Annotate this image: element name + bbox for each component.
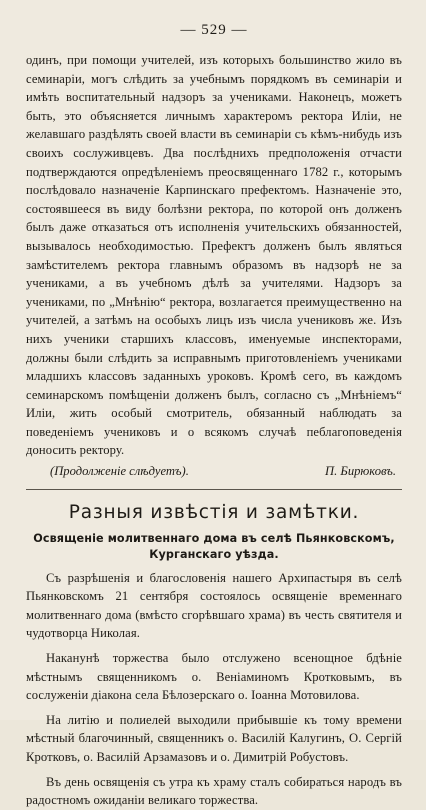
article-footer [26, 462, 402, 481]
author-signature: П. Бирюковъ. [325, 464, 396, 479]
page-number: — 529 — [180, 22, 248, 38]
news-paragraph: Въ день освященія съ утра къ храму сталъ собираться народъ въ радостномъ ожиданіи великаго торжества. [26, 774, 402, 808]
news-paragraph: Съ разрѣшенія и благословенія нашего Архипастыря въ селѣ Пьянковскомъ 21 сентября состоялось освященіе временнаго молитвеннаго дома (вмѣсто сгорѣвшаго храма) въ честь святителя и чудотворца Николая. [26, 570, 402, 641]
article-paragraph: одинъ, при помощи учителей, изъ которыхъ большинство жило въ семинаріи, могъ слѣдить за учебнымъ порядкомъ въ семинаріи и имѣть воспитательный надзоръ за учениками. Наконецъ, можетъ быть, это объясняется личнымъ характеромъ ректора Иліи, не желавшаго раздѣлять своей власти въ семинаріи съ кѣмъ-нибудь изъ своихъ сослуживцевъ. Два послѣднихъ предположенія отчасти подтверждаются опредѣленіемъ преосвященнаго 1782 г., которымъ послѣдовало назначеніе Карпинскаго префектомъ. Назначеніе это, состоявшееся въ виду болѣзни ректора, по которой онъ долженъ былъ даже отказаться отъ исполненія учительскихъ обязанностей, вызывалось необходимостью. Префектъ долженъ былъ являться замѣстителемъ ректора главнымъ образомъ въ надзорѣ не за учениками, а въ учебномъ дѣлѣ за учителями. Надзоръ за учениками, по „Мнѣнію“ ректора, возлагается преимущественно на учителей, а затѣмъ на особыхъ лицъ изъ числа учениковъ же. Изъ нихъ ученики старшихъ классовъ, именуемые инспекторами, должны были слѣдить за исправнымъ приготовленіемъ учениками младшихъ классовъ заданныхъ уроковъ. Кромѣ сего, въ каждомъ семинарскомъ помѣщеніи долженъ былъ, согласно съ „Мнѣніемъ“ Иліи, жить особый смотритель, обязанный наблюдать за поведеніемъ учениковъ и о всякомъ случаѣ пеблагоповеденія доносить ректору. [26, 53, 402, 458]
news-subtitle: Освященіе молитвеннаго дома въ селѣ Пьянковскомъ, Курганскаго уѣзда. [33, 531, 395, 561]
section-divider [26, 489, 402, 490]
news-paragraph: На литію и полиелей выходили прибывшіе къ тому времени мѣстный благочинный, священникъ о. Василій Калугинъ, О. Сергій Кротковъ, о. Василій Арзамазовъ и о. Димитрій Робустовъ. [26, 712, 402, 764]
news-section [26, 502, 402, 810]
continued-note: (Продолженіе слѣдуетъ). [50, 464, 189, 479]
section-title: Разныя извѣстія и замѣтки. [68, 501, 360, 523]
news-paragraph: Наканунѣ торжества было отслужено всенощное бдѣніе мѣстнымъ священникомъ о. Веніаминомъ Кротковымъ, въ сослуженіи діакона села Бѣлозерскаго о. Іоанна Мотовилова. [26, 651, 402, 703]
article-continuation [26, 51, 402, 481]
